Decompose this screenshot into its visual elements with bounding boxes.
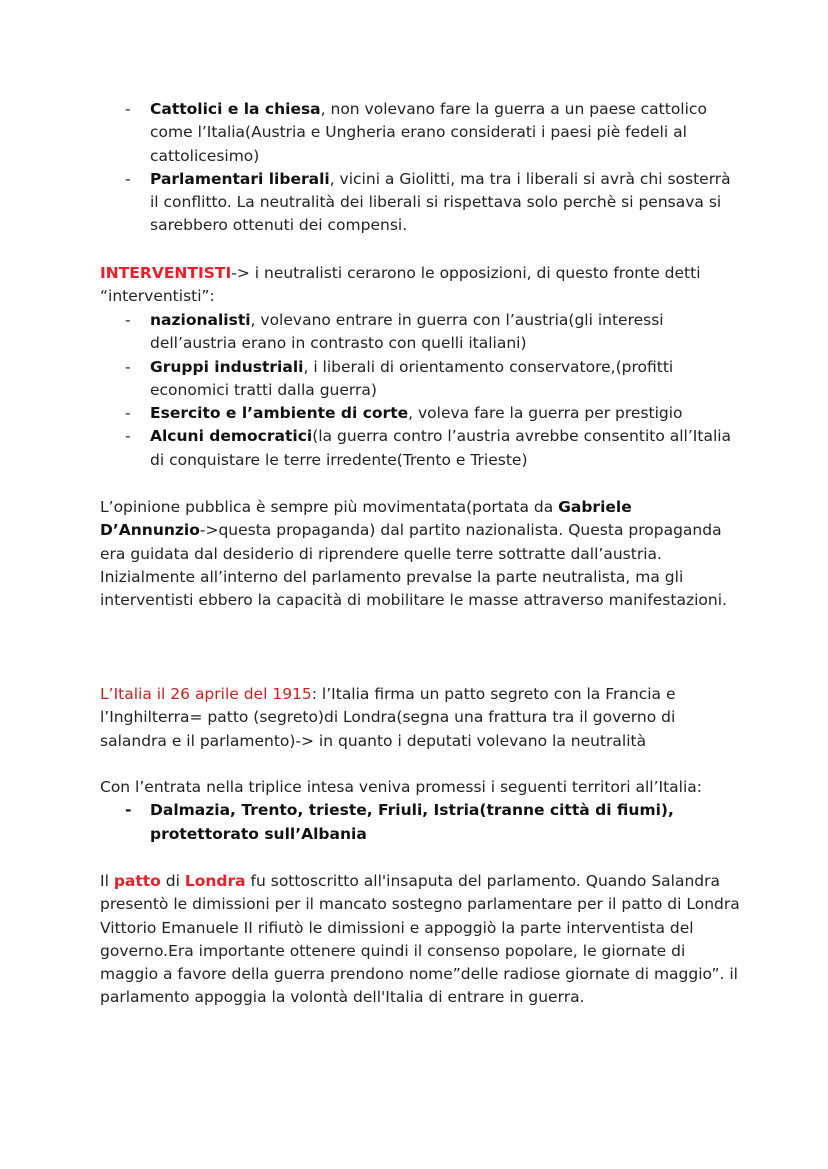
interventisti-list [100, 309, 740, 472]
londra-word: Londra [184, 872, 246, 890]
item-title: Alcuni democratici [150, 427, 313, 446]
interventisti-heading: INTERVENTISTI [100, 264, 232, 282]
opinione-text-1: L’opinione pubblica è sempre più movimentata(portata da [100, 498, 559, 516]
opinione-paragraph [100, 496, 740, 612]
dannunzio-name: Gabriele D’Annunzio [100, 498, 632, 540]
final-text-3: fu sottoscritto all'insaputa del parlamento. Quando Salandra presentò le dimissioni per il mancato sostegno parlamentare per il patto di Londra Vittorio Emanuele II rifiutò le dimissioni e appoggiò la parte interventista del governo.Era importante ottenere quindi il consenso popolare, le giornate di maggio a favore della guerra prendono nome”delle radiose giornate di maggio”. il parlamento appoggia la volontà dell'Italia di entrare in guerra. [100, 872, 740, 1007]
item-title: Parlamentari liberali [150, 169, 330, 188]
final-text-1: Il [100, 872, 114, 890]
item-text: , non volevano fare la guerra a un paese cattolico come l’Italia(Austria e Ungheria erano considerati i paesi piè fedeli al cattolicesimo) [150, 100, 707, 165]
intesa-text: Con l’entrata nella triplice intesa veniva promessi i seguenti territori all’Italia: [100, 778, 703, 796]
opinione-text-2: ->questa propaganda) dal partito nazionalista. Questa propaganda era guidata dal desiderio di riprendere quelle terre sottratte dall’austria. [100, 521, 722, 563]
item-title: Cattolici e la chiesa [150, 100, 321, 118]
dash-marker: - [125, 801, 132, 820]
opinione-text-3: Inizialmente all’interno del parlamento prevalse la parte neutralista, ma gli interventisti ebbero la capacità di mobilitare le masse attraverso manifestazioni. [100, 567, 727, 610]
interventisti-text: -> i neutralisti cerarono le opposizioni, di questo fronte detti “interventisti”: [100, 264, 701, 306]
final-paragraph [100, 870, 740, 1010]
dash-marker: - [125, 100, 131, 118]
dash-marker: - [125, 404, 131, 423]
item-text: , i liberali di orientamento conservatore,(profitti economici tratti dalla guerra) [150, 357, 674, 399]
list-item [100, 402, 740, 425]
dash-marker: - [125, 311, 131, 329]
item-title: nazionalisti [150, 311, 251, 329]
list-item [100, 168, 740, 238]
list-item [100, 309, 740, 356]
patto-date-label: L’Italia il 26 aprile del 1915 [100, 685, 312, 703]
intesa-paragraph [100, 776, 740, 846]
patto-paragraph [100, 683, 740, 753]
dash-marker: - [125, 169, 131, 188]
territori-list: Dalmazia, Trento, trieste, Friuli, Istria(tranne città di fiumi), protettorato sull’Albania [150, 801, 674, 843]
item-text: (la guerra contro l’austria avrebbe consentito all’Italia di conquistare le terre irredente(Trento e Trieste) [150, 427, 732, 469]
list-item [100, 425, 740, 472]
list-item [100, 98, 740, 168]
final-text-2: di [160, 872, 185, 890]
interventisti-paragraph [100, 262, 740, 309]
item-title: Esercito e l’ambiente di corte [150, 404, 409, 423]
item-title: Gruppi industriali [150, 357, 304, 376]
patto-text: : l’Italia firma un patto segreto con la Francia e l’Inghilterra= patto (segreto)di Londra(segna una frattura tra il governo di salandra e il parlamento)-> in quanto i deputati volevano la neutralità [100, 685, 676, 750]
patto-word: patto [113, 872, 161, 890]
item-text: , volevano entrare in guerra con l’austria(gli interessi dell’austria erano in contrasto con quelli italiani) [150, 311, 664, 353]
neutralisti-list [100, 98, 740, 238]
item-text: , voleva fare la guerra per prestigio [408, 404, 683, 423]
dash-marker: - [125, 427, 131, 446]
item-text: , vicini a Giolitti, ma tra i liberali si avrà chi sosterrà il conflitto. La neutralità dei liberali si rispettava solo perchè si pensava si sarebbero ottenuti dei compensi. [150, 169, 731, 235]
list-item [100, 356, 740, 403]
list-item [100, 799, 740, 846]
dash-marker: - [125, 357, 131, 376]
